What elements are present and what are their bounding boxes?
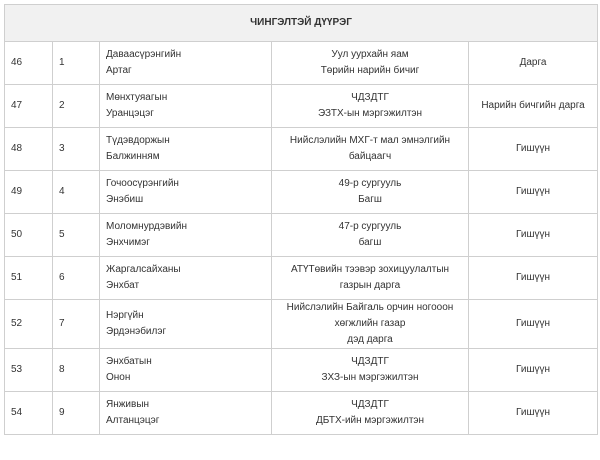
row-number-cell: 54 — [5, 392, 53, 435]
table-title-row — [5, 5, 598, 42]
organization-line: ЧДЗДТГ — [351, 92, 389, 103]
row-number-cell: 49 — [5, 171, 53, 214]
organization-line: Нийслэлийн МХГ-т мал эмнэлгийн — [289, 135, 451, 146]
member-name-cell — [100, 349, 272, 392]
table-row — [5, 349, 598, 392]
table-row — [5, 85, 598, 128]
member-name-cell — [100, 171, 272, 214]
row-index-cell: 8 — [53, 349, 100, 392]
organization-line: ЧДЗДТГ — [351, 356, 389, 367]
member-name-line: Балжинням — [106, 151, 160, 162]
role-cell: Гишүүн — [469, 349, 598, 392]
organization-line: ДБТХ-ийн мэргэжилтэн — [315, 415, 425, 426]
organization-line: хөгжлийн газар — [334, 318, 406, 329]
organization-line: Төрийн нарийн бичиг — [320, 65, 420, 76]
member-name-line: Энхчимэг — [106, 237, 150, 248]
row-index-cell: 5 — [53, 214, 100, 257]
row-index-cell: 1 — [53, 42, 100, 85]
organization-cell — [272, 85, 469, 128]
role-cell: Гишүүн — [469, 300, 598, 349]
row-number-cell: 46 — [5, 42, 53, 85]
table-row — [5, 171, 598, 214]
committee-table — [4, 4, 598, 435]
row-number-cell: 52 — [5, 300, 53, 349]
table-row — [5, 214, 598, 257]
organization-line: 49-р сургууль — [338, 178, 402, 189]
member-name-line: Энхбатын — [106, 356, 152, 367]
organization-line: АТҮТөвийн тээвэр зохицуулалтын — [290, 264, 450, 275]
member-name-cell — [100, 392, 272, 435]
organization-line: Нийслэлийн Байгаль орчин ногооон — [286, 302, 454, 313]
member-name-line: Гочоосүрэнгийн — [106, 178, 179, 189]
row-number-cell: 51 — [5, 257, 53, 300]
organization-cell — [272, 42, 469, 85]
role-cell: Гишүүн — [469, 257, 598, 300]
organization-line: байцаагч — [348, 151, 392, 162]
member-name-line: Эрдэнэбилэг — [106, 326, 167, 337]
organization-cell — [272, 300, 469, 349]
table-title: ЧИНГЭЛТЭЙ ДҮҮРЭГ — [5, 5, 598, 42]
row-index-cell: 7 — [53, 300, 100, 349]
row-index-cell: 2 — [53, 85, 100, 128]
row-index-cell: 9 — [53, 392, 100, 435]
table-row — [5, 392, 598, 435]
member-name-line: Энхбат — [106, 280, 140, 291]
organization-cell — [272, 171, 469, 214]
member-name-cell — [100, 42, 272, 85]
row-number-cell: 47 — [5, 85, 53, 128]
member-name-line: Түдэвдоржын — [106, 135, 170, 146]
member-name-cell — [100, 128, 272, 171]
organization-line: дэд дарга — [347, 334, 393, 345]
role-cell: Нарийн бичгийн дарга — [469, 85, 598, 128]
organization-line: 47-р сургууль — [338, 221, 402, 232]
organization-cell — [272, 128, 469, 171]
table-row — [5, 257, 598, 300]
member-name-line: Энэбиш — [106, 194, 144, 205]
role-cell: Гишүүн — [469, 214, 598, 257]
member-name-line: Моломнурдэвийн — [106, 221, 187, 232]
row-index-cell: 6 — [53, 257, 100, 300]
member-name-line: Янживын — [106, 399, 150, 410]
row-number-cell: 53 — [5, 349, 53, 392]
row-index-cell: 4 — [53, 171, 100, 214]
member-name-line: Онон — [106, 372, 131, 383]
member-name-line: Уранцэцэг — [106, 108, 154, 119]
table-row — [5, 42, 598, 85]
member-name-cell — [100, 257, 272, 300]
organization-line: ЧДЗДТГ — [351, 399, 389, 410]
row-number-cell: 50 — [5, 214, 53, 257]
member-name-cell — [100, 300, 272, 349]
organization-line: Багш — [358, 194, 382, 205]
organization-cell — [272, 257, 469, 300]
table-body — [5, 42, 598, 435]
organization-line: ЭЗТХ-ын мэргэжилтэн — [317, 108, 423, 119]
organization-line: багш — [358, 237, 382, 248]
member-name-line: Артаг — [106, 65, 132, 76]
organization-line: ЗХЗ-ын мэргэжилтэн — [321, 372, 419, 383]
member-name-line: Нэргүйн — [106, 310, 144, 321]
member-name-cell — [100, 214, 272, 257]
organization-line: Уул уурхайн яам — [331, 49, 409, 60]
row-number-cell: 48 — [5, 128, 53, 171]
table-row — [5, 300, 598, 349]
table-row — [5, 128, 598, 171]
member-name-line: Алтанцэцэг — [106, 415, 160, 426]
organization-cell — [272, 214, 469, 257]
role-cell: Гишүүн — [469, 392, 598, 435]
role-cell: Гишүүн — [469, 171, 598, 214]
member-name-line: Жаргалсайханы — [106, 264, 181, 275]
member-name-line: Мөнхтуяагын — [106, 92, 168, 103]
role-cell: Гишүүн — [469, 128, 598, 171]
organization-line: газрын дарга — [339, 280, 401, 291]
organization-cell — [272, 349, 469, 392]
row-index-cell: 3 — [53, 128, 100, 171]
member-name-line: Даваасүрэнгийн — [106, 49, 182, 60]
member-name-cell — [100, 85, 272, 128]
organization-cell — [272, 392, 469, 435]
role-cell: Дарга — [469, 42, 598, 85]
